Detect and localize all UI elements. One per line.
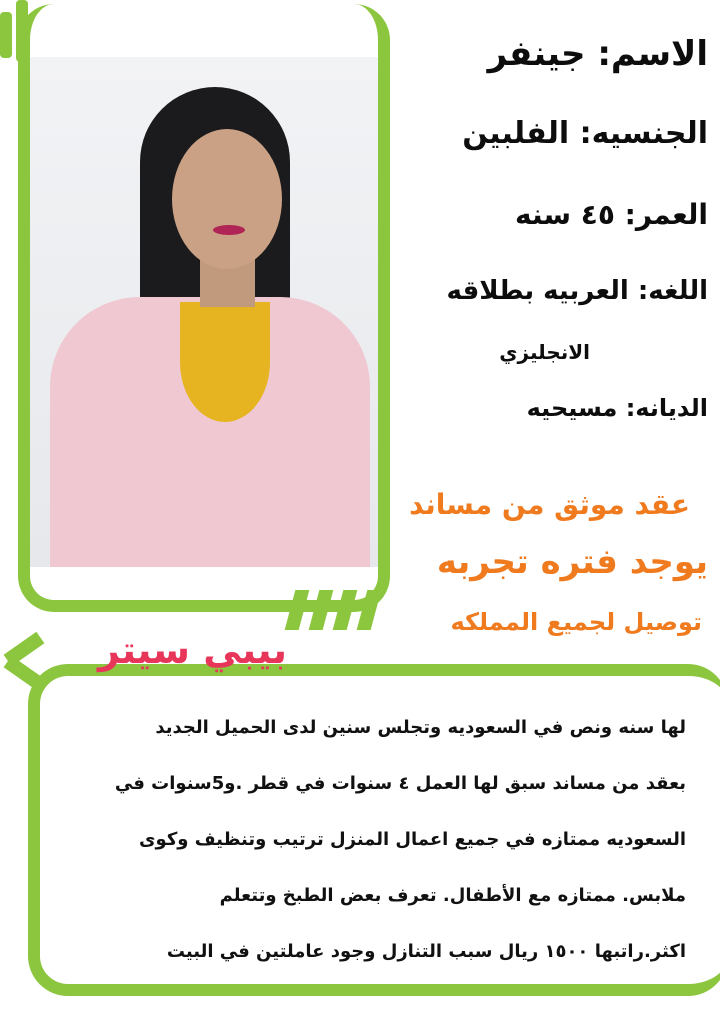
candidate-photo (30, 57, 378, 567)
chevron-decor (4, 618, 64, 708)
trial-note: يوجد فتره تجربه (436, 542, 708, 582)
description-line: لها سنه ونص في السعوديه وتجلس سنين لدى الحميل الجديد (155, 717, 686, 738)
description-line: ملابس. ممتازه مع الأطفال. تعرف بعض الطبخ وتتعلم (219, 885, 686, 906)
age-line: العمر: ٤٥ سنه (515, 198, 708, 231)
description-line: بعقد من مساند سبق لها العمل ٤ سنوات في قطر .و5سنوات في (114, 773, 686, 794)
nationality-line: الجنسيه: الفلبين (462, 116, 708, 151)
language-line: اللغه: العربيه بطلاقه (446, 276, 708, 306)
religion-line: الديانه: مسيحيه (526, 394, 708, 422)
decor-bar (0, 12, 12, 58)
description-block (36, 700, 686, 980)
language-line-2: الانجليزي (499, 340, 590, 364)
delivery-note: توصيل لجميع المملكه (450, 608, 702, 636)
description-line: السعوديه ممتازه في جميع اعمال المنزل ترتيب وتنظيف وكوى (139, 829, 686, 850)
description-line: اكثر.راتبها ١٥٠٠ ريال سبب التنازل وجود عاملتين في البيت (166, 941, 686, 962)
name-line: الاسم: جينفر (487, 34, 708, 74)
quote-mark-decor (290, 590, 410, 630)
role-title: بيبي سيتر (98, 628, 287, 672)
contract-note: عقد موثق من مساند (409, 488, 690, 521)
